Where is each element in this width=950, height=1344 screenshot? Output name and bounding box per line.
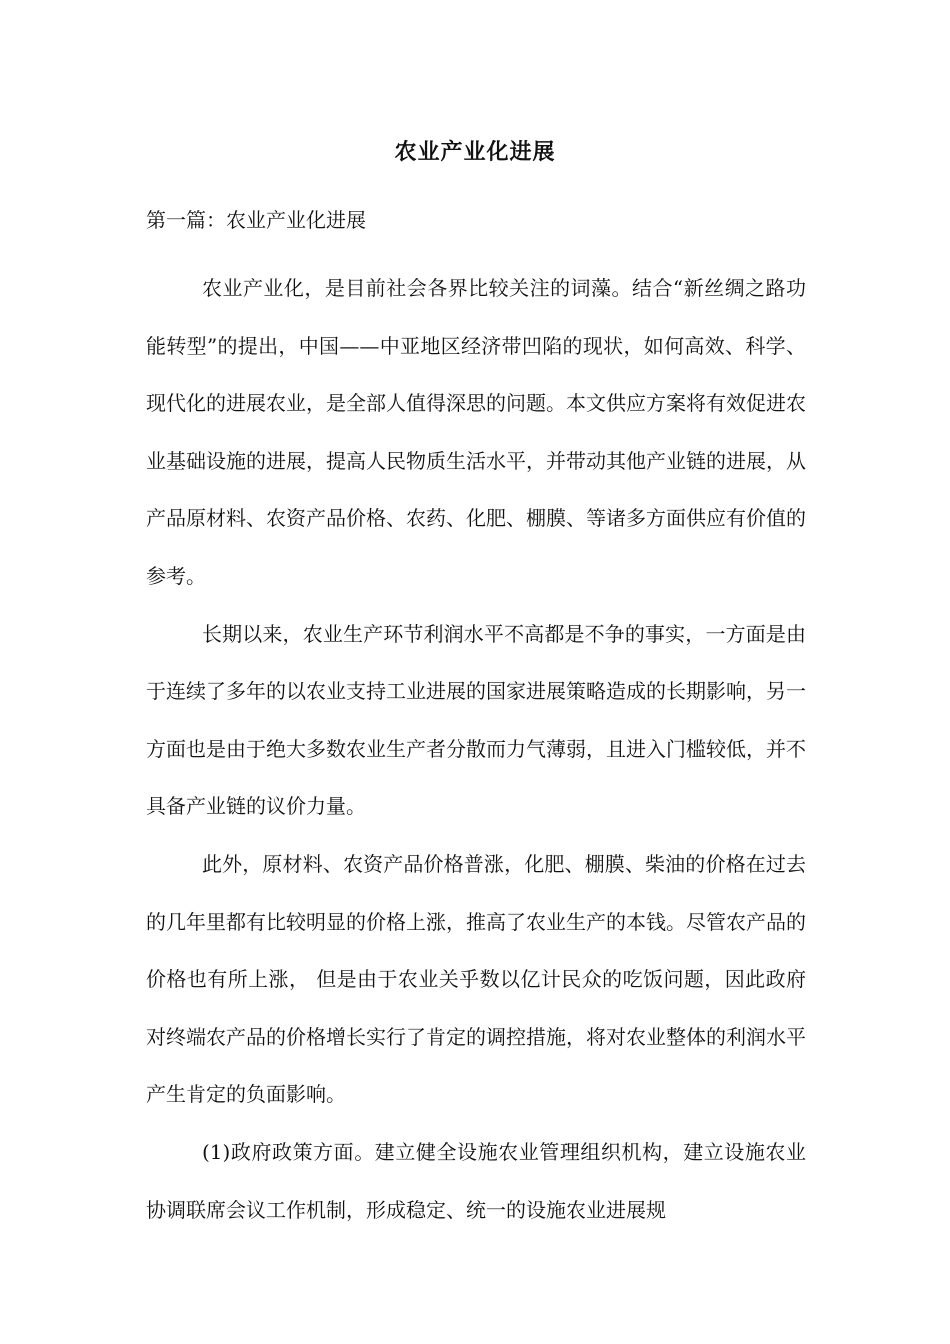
document-title: 农业产业化进展 — [394, 139, 556, 165]
paragraph: (1)政府政策方面。建立健全设施农业管理组织机构，建立设施农业协调联席会议工作机制，形成稳定、统一的设施农业进展规 — [146, 1139, 806, 1222]
paragraph: 此外，原材料、农资产品价格普涨，化肥、棚膜、柴油的价格在过去的几年里都有比较明显的价格上涨，推高了农业生产的本钱。尽管农产品的价格也有所上涨， 但是由于农业关乎数以亿计民众的吃饭问题，因此政府对终端农产品的价格增长实行了肯定的调控措施，将对农业整体的利润水平产生肯定的负面影响。 — [146, 851, 806, 1107]
paragraph: 农业产业化，是目前社会各界比较关注的词藻。结合“新丝绸之路功能转型”的提出，中国——中亚地区经济带凹陷的现状，如何高效、科学、现代化的进展农业，是全部人值得深思的问题。本文供应方案将有效促进农业基础设施的进展，提高人民物质生活水平，并带动其他产业链的进展，从产品原材料、农资产品价格、农药、化肥、棚膜、等诸多方面供应有价值的参考。 — [146, 276, 806, 588]
document-body — [146, 260, 806, 1239]
section-heading: 第一篇：农业产业化进展 — [146, 208, 366, 232]
paragraph: 长期以来，农业生产环节利润水平不高都是不争的事实，一方面是由于连续了多年的以农业支持工业进展的国家进展策略造成的长期影响，另一方面也是由于绝大多数农业生产者分散而力气薄弱，且进入门槛较低，并不具备产业链的议价力量。 — [146, 621, 806, 819]
